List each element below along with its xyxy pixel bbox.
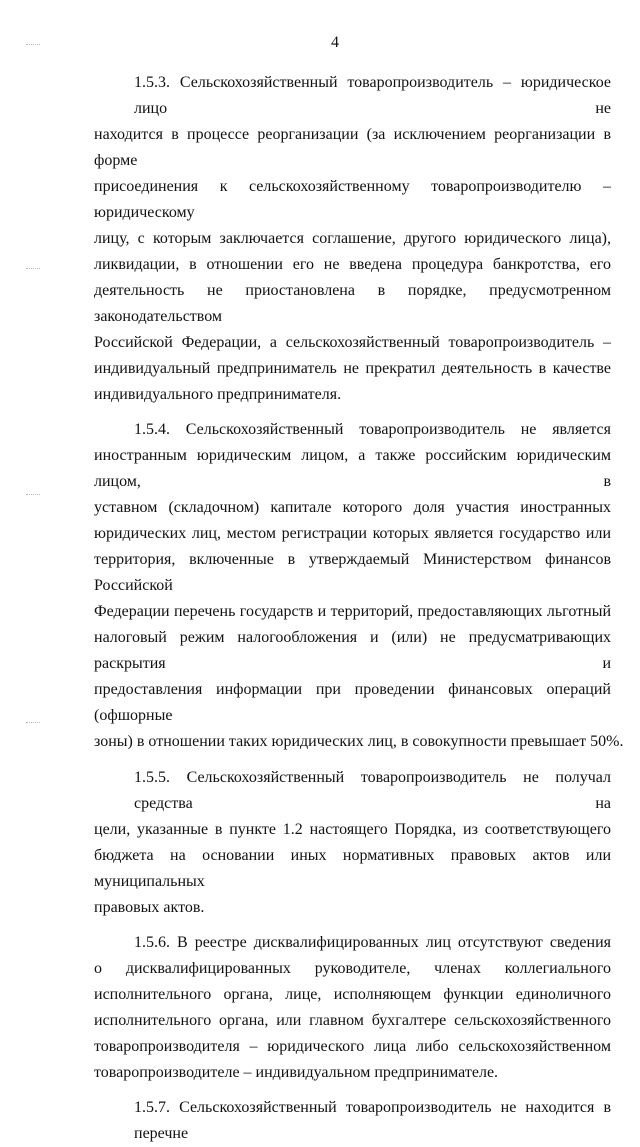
- paragraph-line: индивидуальный предприниматель не прекратил деятельность в качестве: [94, 360, 611, 377]
- paragraph-line: товаропроизводителя – юридического лица либо сельскохозяйственном: [94, 1038, 611, 1055]
- paragraph-line: исполнительного органа, лице, исполняющем функции единоличного: [94, 986, 611, 1003]
- paragraph-line: уставном (складочном) капитале которого доля участия иностранных: [94, 499, 611, 516]
- paragraph-line: лицу, с которым заключается соглашение, другого юридического лица),: [94, 230, 611, 247]
- page-number: 4: [331, 34, 339, 51]
- paragraph-line: 1.5.6. В реестре дисквалифицированных лиц отсутствуют сведения: [134, 934, 611, 951]
- paragraph-line: о дисквалифицированных руководителе, членах коллегиального: [94, 960, 611, 977]
- document-body: [94, 70, 624, 1147]
- paragraph: [94, 417, 624, 755]
- paragraph-line: правовых актов.: [94, 899, 205, 916]
- paragraph-line: находится в процессе реорганизации (за исключением реорганизации в форме: [94, 126, 611, 169]
- paragraph-line: цели, указанные в пункте 1.2 настоящего Порядка, из соответствующего: [94, 821, 611, 838]
- scan-artifact: [26, 268, 40, 271]
- paragraph-line: зоны) в отношении таких юридических лиц, в совокупности превышает 50%.: [94, 733, 624, 750]
- paragraph-line: Российской Федерации, а сельскохозяйственный товаропроизводитель –: [94, 334, 611, 351]
- paragraph-line: индивидуального предпринимателя.: [94, 386, 342, 403]
- paragraph-line: товаропроизводителе – индивидуальном предпринимателе.: [94, 1064, 499, 1081]
- paragraph-line: 1.5.7. Сельскохозяйственный товаропроизводитель не находится в перечне: [134, 1099, 611, 1142]
- paragraph: [94, 765, 611, 921]
- paragraph-line: исполнительного органа, или главном бухгалтере сельскохозяйственного: [94, 1012, 611, 1029]
- paragraph: [94, 70, 611, 408]
- paragraph-line: Федерации перечень государств и территорий, предоставляющих льготный: [94, 603, 611, 620]
- paragraph-line: предоставления информации при проведении финансовых операций (офшорные: [94, 681, 611, 724]
- paragraph-line: деятельность не приостановлена в порядке, предусмотренном законодательством: [94, 282, 611, 325]
- paragraph-line: иностранным юридическим лицом, а также российским юридическим лицом, в: [94, 447, 611, 490]
- paragraph-line: 1.5.5. Сельскохозяйственный товаропроизводитель не получал средства на: [134, 769, 611, 812]
- scan-artifact: [26, 494, 40, 497]
- paragraph-line: бюджета на основании иных нормативных правовых актов или муниципальных: [94, 847, 611, 890]
- paragraph-line: 1.5.3. Сельскохозяйственный товаропроизводитель – юридическое лицо не: [134, 74, 611, 117]
- scan-artifact: [26, 722, 40, 725]
- paragraph: [94, 1095, 611, 1147]
- paragraph: [94, 930, 611, 1086]
- scan-artifact: [26, 44, 40, 47]
- paragraph-line: юридических лиц, местом регистрации которых является государство или: [94, 525, 611, 542]
- paragraph-line: территория, включенные в утверждаемый Министерством финансов Российской: [94, 551, 611, 594]
- paragraph-line: присоединения к сельскохозяйственному товаропроизводителю – юридическому: [94, 178, 611, 221]
- paragraph-line: ликвидации, в отношении его не введена процедура банкротства, его: [94, 256, 611, 273]
- paragraph-line: 1.5.4. Сельскохозяйственный товаропроизводитель не является: [134, 421, 611, 438]
- paragraph-line: налоговый режим налогообложения и (или) не предусматривающих раскрытия и: [94, 629, 611, 672]
